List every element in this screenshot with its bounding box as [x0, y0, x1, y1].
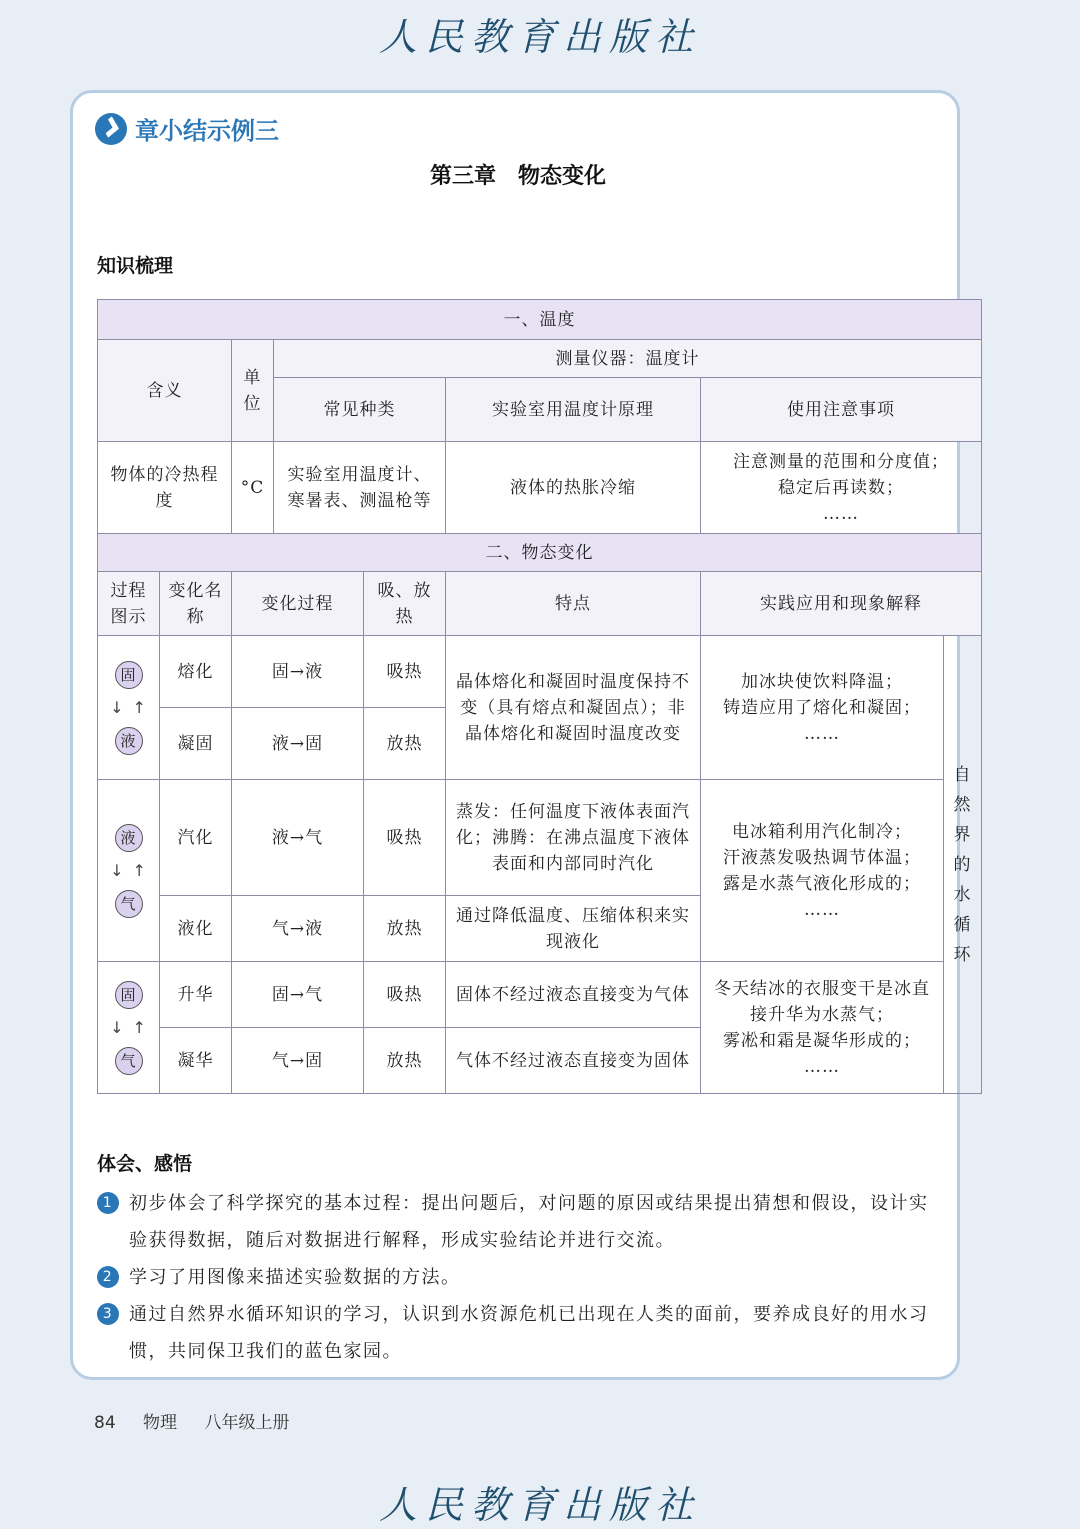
application-line: …… — [804, 899, 840, 920]
footer-subject: 物理 — [143, 1413, 178, 1433]
reflection-text: 学习了用图像来描述实验数据的方法。 — [129, 1267, 461, 1288]
cell-feature: 气体不经过液态直接变为固体 — [446, 1028, 701, 1094]
section-knowledge: 知识梳理 — [97, 255, 174, 277]
chapter-summary-card — [70, 90, 972, 1380]
cell-application — [701, 636, 944, 780]
application-line: 汗液蒸发吸热调节体温； — [723, 847, 921, 868]
arrow-up-icon: ↑ — [132, 860, 147, 880]
diagram-solid-liquid — [98, 636, 160, 780]
cell-feature: 固体不经过液态直接变为气体 — [446, 962, 701, 1028]
application-line: 铸造应用了熔化和凝固； — [723, 697, 921, 718]
application-line: 雾凇和霜是凝华形成的； — [723, 1030, 921, 1051]
page-number: 84 — [94, 1413, 116, 1433]
cell-change-name: 凝固 — [160, 708, 232, 780]
state-gas-badge: 气 — [115, 1047, 143, 1075]
cell-kinds: 实验室用温度计、寒暑表、测温枪等 — [274, 442, 446, 534]
card-header — [95, 111, 279, 146]
arrow-up-icon: ↑ — [132, 697, 147, 717]
application-line: 露是水蒸气液化形成的； — [723, 873, 921, 894]
header-feature: 特点 — [446, 572, 701, 636]
cell-change-name: 熔化 — [160, 636, 232, 708]
reflection-text: 通过自然界水循环知识的学习，认识到水资源危机已出现在人类的面前，要养成良好的用水习惯，共同保卫我们的蓝色家园。 — [129, 1304, 929, 1362]
footer-grade: 八年级上册 — [204, 1413, 290, 1433]
header-diagram: 过程图示 — [98, 572, 160, 636]
number-badge: 2 — [97, 1266, 119, 1288]
header-instrument: 测量仪器：温度计 — [274, 340, 982, 378]
state-solid-badge: 固 — [115, 661, 143, 689]
arrow-up-icon: ↑ — [132, 1017, 147, 1037]
cell-unit: °C — [232, 442, 274, 534]
state-liquid-badge: 液 — [115, 824, 143, 852]
cell-water-cycle: 自然界的水循环 — [944, 636, 982, 1094]
diagram-solid-gas — [98, 962, 160, 1094]
cell-principle: 液体的热胀冷缩 — [446, 442, 701, 534]
diagram-liquid-gas — [98, 780, 160, 962]
header-heat: 吸、放热 — [364, 572, 446, 636]
reflection-list — [97, 1185, 937, 1370]
header-principle: 实验室用温度计原理 — [446, 378, 701, 442]
cell-change-heat: 吸热 — [364, 780, 446, 896]
cell-change-name: 液化 — [160, 896, 232, 962]
cell-feature: 蒸发：任何温度下液体表面汽化；沸腾：在沸点温度下液体表面和内部同时汽化 — [446, 780, 701, 896]
header-application: 实践应用和现象解释 — [701, 572, 982, 636]
state-liquid-badge: 液 — [115, 727, 143, 755]
application-line: …… — [804, 1056, 840, 1077]
cell-change-process: 液→气 — [232, 780, 364, 896]
arrow-down-icon: ↓ — [110, 860, 125, 880]
usage-line: …… — [823, 503, 859, 524]
page-footer — [94, 1408, 311, 1433]
cell-change-process: 气→固 — [232, 1028, 364, 1094]
cell-change-name: 升华 — [160, 962, 232, 1028]
cell-change-heat: 吸热 — [364, 636, 446, 708]
chapter-title: 第三章 物态变化 — [429, 164, 606, 189]
cell-change-heat: 放热 — [364, 708, 446, 780]
cell-application — [701, 780, 944, 962]
header-usage: 使用注意事项 — [701, 378, 982, 442]
arrow-down-icon: ↓ — [110, 1017, 125, 1037]
reflection-item — [97, 1259, 937, 1296]
cell-change-heat: 吸热 — [364, 962, 446, 1028]
application-line: 电冰箱利用汽化制冷； — [732, 821, 912, 842]
cell-change-process: 固→液 — [232, 636, 364, 708]
publisher-watermark-top: 人民教育出版社 — [378, 15, 701, 59]
band-temperature: 一、温度 — [98, 300, 982, 340]
cell-change-process: 液→固 — [232, 708, 364, 780]
state-gas-badge: 气 — [115, 890, 143, 918]
reflection-item — [97, 1185, 937, 1259]
usage-line: 注意测量的范围和分度值； — [733, 451, 949, 472]
application-line: 加冰块使饮料降温； — [741, 671, 903, 692]
reflection-item — [97, 1296, 937, 1370]
publisher-watermark-bottom: 人民教育出版社 — [378, 1483, 701, 1527]
knowledge-table — [97, 299, 982, 1094]
header-unit: 单位 — [232, 340, 274, 442]
header-name: 变化名称 — [160, 572, 232, 636]
section-reflection: 体会、感悟 — [97, 1153, 193, 1175]
cell-change-name: 凝华 — [160, 1028, 232, 1094]
arrow-down-icon: ↓ — [110, 697, 125, 717]
cell-change-process: 固→气 — [232, 962, 364, 1028]
header-meaning: 含义 — [98, 340, 232, 442]
cell-change-name: 汽化 — [160, 780, 232, 896]
number-badge: 1 — [97, 1192, 119, 1214]
header-process: 变化过程 — [232, 572, 364, 636]
band-state-change: 二、物态变化 — [98, 534, 982, 572]
reflection-text: 初步体会了科学探究的基本过程：提出问题后，对问题的原因或结果提出猜想和假设，设计实验获得数据，随后对数据进行解释，形成实验结论并进行交流。 — [129, 1193, 929, 1251]
header-title: 章小结示例三 — [135, 117, 279, 145]
usage-line: 稳定后再读数； — [778, 477, 904, 498]
header-kinds: 常见种类 — [274, 378, 446, 442]
cell-change-process: 气→液 — [232, 896, 364, 962]
cell-feature: 通过降低温度、压缩体积来实现液化 — [446, 896, 701, 962]
cell-usage — [701, 442, 982, 534]
cell-change-heat: 放热 — [364, 896, 446, 962]
number-badge: 3 — [97, 1303, 119, 1325]
state-solid-badge: 固 — [115, 981, 143, 1009]
application-line: …… — [804, 723, 840, 744]
cell-change-heat: 放热 — [364, 1028, 446, 1094]
checkmark-icon — [95, 113, 127, 145]
application-line: 冬天结冰的衣服变干是冰直接升华为水蒸气； — [714, 978, 930, 1025]
cell-meaning: 物体的冷热程度 — [98, 442, 232, 534]
cell-feature: 晶体熔化和凝固时温度保持不变（具有熔点和凝固点）；非晶体熔化和凝固时温度改变 — [446, 636, 701, 780]
cell-application — [701, 962, 944, 1094]
